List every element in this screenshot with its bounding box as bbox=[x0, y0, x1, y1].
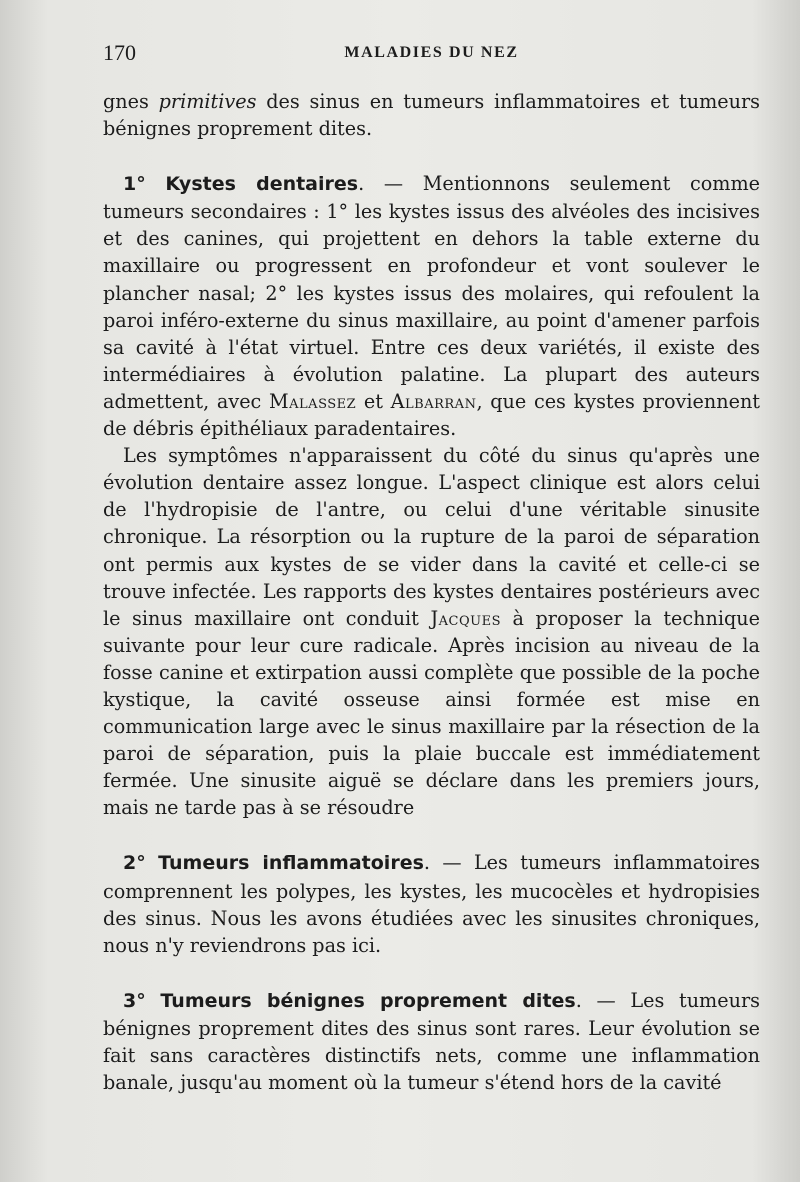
author-albarran: Albarran bbox=[390, 389, 477, 413]
intro-text-end: des sinus en tumeurs inflammatoires et tumeurs bénignes proprement dites. bbox=[103, 90, 760, 141]
section-2-heading: Tumeurs inflammatoires bbox=[158, 852, 424, 875]
section-kystes-paragraph-2 bbox=[103, 442, 760, 821]
section-1-text-b: et bbox=[356, 389, 391, 413]
section-2-text: . — Les tumeurs inflammatoires comprennent les polypes, les kystes, les mucocèles et hydropisies des sinus. Nous les avons étudiées avec les sinusites chroniques, nous n'y reviendrons pas ici. bbox=[103, 851, 760, 957]
section-1-heading: Kystes dentaires bbox=[165, 173, 359, 196]
author-malassez: Malassez bbox=[269, 389, 357, 413]
page-body bbox=[103, 88, 760, 1096]
section-kystes-paragraph-1 bbox=[103, 170, 760, 442]
section-tumeurs-benignes bbox=[103, 987, 760, 1096]
page-header bbox=[103, 40, 760, 70]
intro-paragraph bbox=[103, 88, 760, 142]
section-1-p2-text-b: à proposer la technique suivante pour leur cure radicale. Après incision au niveau de la fosse canine et extirpation aussi complète que possible de la poche kystique, la cavité osseuse ainsi formée est mise en communication large avec le sinus maxillaire par la résection de la paroi de séparation, puis la plaie buccale est immédiatement fermée. Une sinusite aiguë se déclare dans les premiers jours, mais ne tarde pas à se résoudre bbox=[103, 606, 760, 820]
section-1-p2-text-a: Les symptômes n'apparaissent du côté du sinus qu'après une évolution dentaire assez longue. L'aspect clinique est alors celui de l'hydropisie de l'antre, ou celui d'une véritable sinusite chronique. La résorption ou la rupture de la paroi de séparation ont permis aux kystes de se vider dans la cavité et celle-ci se trouve infectée. Les rapports des kystes dentaires postérieurs avec le sinus maxillaire ont conduit bbox=[103, 444, 760, 630]
intro-text-start: gnes bbox=[103, 90, 159, 113]
section-3-number: 3° bbox=[123, 989, 146, 1012]
section-1-text-c: , que ces kystes proviennent de débris épithéliaux paradentaires. bbox=[103, 389, 761, 441]
section-tumeurs-inflammatoires bbox=[103, 849, 760, 958]
section-2-number: 2° bbox=[123, 852, 146, 875]
running-title: MALADIES DU NEZ bbox=[344, 44, 519, 61]
page-number: 170 bbox=[103, 40, 136, 65]
section-3-heading: Tumeurs bénignes proprement dites bbox=[160, 989, 576, 1012]
author-jacques: Jacques bbox=[430, 606, 501, 630]
section-1-number: 1° bbox=[123, 173, 146, 196]
section-1-text-a: . — Mentionnons seulement comme tumeurs secondaires : 1° les kystes issus des alvéoles des incisives et des canines, qui projettent en dehors la table externe du maxillaire ou progressent en profondeur et vont soulever le plancher nasal; 2° les kystes issus des molaires, qui refoulent la paroi inféro-externe du sinus maxillaire, au point d'amener parfois sa cavité à l'état virtuel. Entre ces deux variétés, il existe des intermédiaires à évolution palatine. La plupart des auteurs admettent, avec bbox=[103, 172, 761, 413]
section-3-text: . — Les tumeurs bénignes proprement dites des sinus sont rares. Leur évolution se fait sans caractères distinctifs nets, comme une inflammation banale, jusqu'au moment où la tumeur s'étend hors de la cavité bbox=[103, 988, 760, 1095]
intro-emphasis: primitives bbox=[158, 90, 257, 113]
